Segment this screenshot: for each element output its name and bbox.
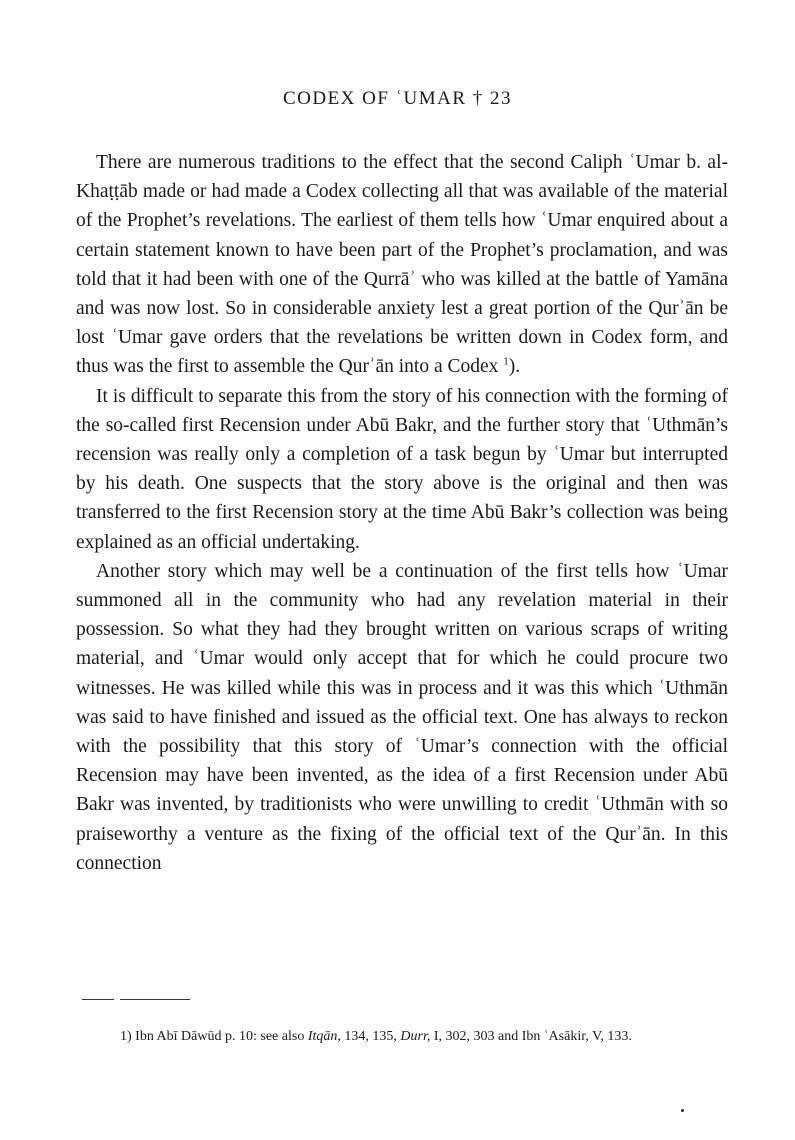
scan-speck — [681, 1109, 684, 1112]
footnote — [76, 1020, 726, 1054]
paragraph-1-text: There are numerous traditions to the effect that the second Caliph ʿUmar b. al-Khaṭṭāb made or had made a Codex collecting all that was available of the material of the Prophet’s revelations. The earliest of them tells how ʿUmar enquired about a certain statement known to have been part of the Prophet’s proclamation, and was told that it had been with one of the Qurrāʾ who was killed at the battle of Yamāna and was now lost. So in considerable anxiety lest a great portion of the Qurʾān be lost ʿUmar gave orders that the revelations be written down in Codex form, and thus was the first to assemble the Qurʾān into a Codex — [76, 152, 728, 378]
footnote-reference: 1 — [503, 355, 509, 368]
footnote-divider — [82, 999, 190, 1000]
paragraph-1 — [76, 148, 728, 382]
footnote-work-itqan: Itqān, — [307, 1029, 341, 1044]
footnote-number: 1) — [120, 1029, 132, 1044]
running-header: CODEX OF ʿUMAR † 23 — [282, 88, 513, 109]
footnote-text-a: Ibn Abī Dāwūd p. 10: see also — [135, 1029, 308, 1044]
paragraph-3: Another story which may well be a continuation of the first tells how ʿUmar summoned all in the community who had any revelation material in their possession. So what they had they brought written on various scraps of writing material, and ʿUmar would only accept that for which he could procure two witnesses. He was killed while this was in process and it was this which ʿUthmān was said to have finished and issued as the official text. One has always to reckon with the possibility that this story of ʿUmar’s connection with the official Recension may have been invented, as the idea of a first Recension under Abū Bakr was invented, by traditionists who were unwilling to credit ʿUthmān with so praiseworthy a venture as the fixing of the official text of the Qurʾān. In this connection — [76, 560, 728, 874]
footnote-work-durr: Durr, — [400, 1029, 431, 1044]
main-text — [76, 148, 728, 878]
footnote-text-c: I, 302, 303 and Ibn ʿAsākir, V, 133. — [430, 1029, 632, 1044]
footnote-divider-gap — [114, 997, 120, 1001]
footnote-text-b: 134, 135, — [340, 1029, 401, 1044]
paragraph-1-tail: ). — [508, 356, 521, 378]
paragraph-2: It is difficult to separate this from the story of his connection with the forming of the so-called first Recension under Abū Bakr, and the further story that ʿUthmān’s recension was really only a completion of a task begun by ʿUmar but interrupted by his death. One suspects that the story above is the original and then was transferred to the first Recension story at the time Abū Bakr’s collection was being explained as an official undertaking. — [76, 385, 728, 553]
